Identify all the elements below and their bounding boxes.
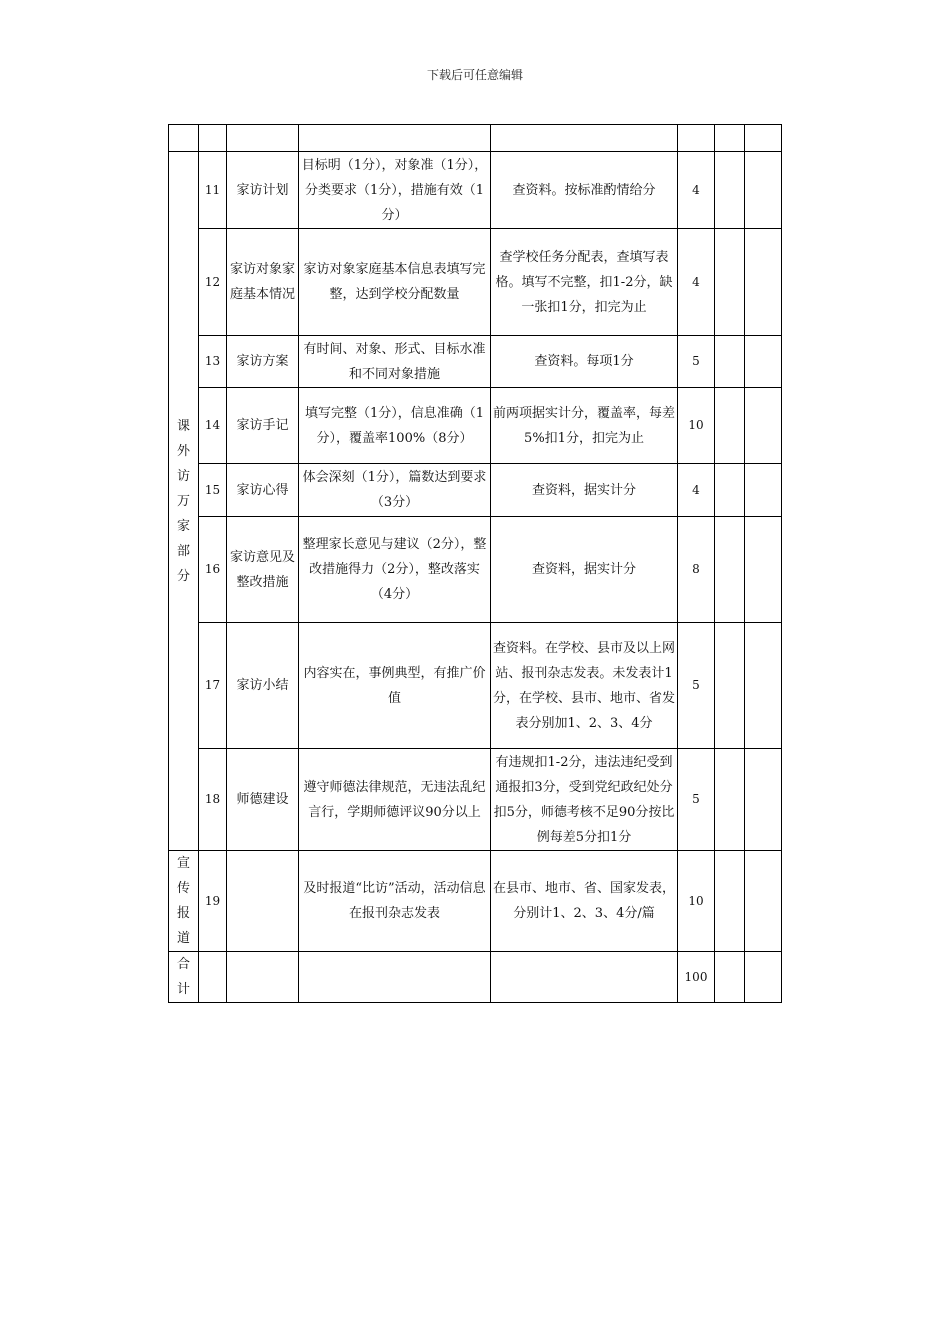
empty-cell [745, 749, 782, 851]
empty-cell [715, 623, 745, 749]
empty-cell [715, 851, 745, 952]
item-content: 整理家长意见与建议（2分），整改措施得力（2分），整改落实（4分） [299, 517, 491, 623]
scoring-method: 查资料，据实计分 [491, 464, 678, 517]
item-name: 家访方案 [227, 336, 299, 388]
empty-cell [715, 749, 745, 851]
table-row [169, 623, 782, 749]
empty-cell [299, 952, 491, 1003]
empty-cell [715, 464, 745, 517]
scoring-method: 查资料，据实计分 [491, 517, 678, 623]
table-row [169, 749, 782, 851]
evaluation-table [168, 124, 782, 1003]
header-cell [227, 125, 299, 152]
scoring-method: 有违规扣1-2分，违法违纪受到通报扣3分，受到党纪政纪处分扣5分，师德考核不足90分按比例每差5分扣1分 [491, 749, 678, 851]
header-cell [299, 125, 491, 152]
row-number: 18 [199, 749, 227, 851]
table-row [169, 851, 782, 952]
empty-cell [745, 517, 782, 623]
item-score: 10 [678, 388, 715, 464]
empty-cell [745, 388, 782, 464]
table-row [169, 388, 782, 464]
header-note: 下载后可任意编辑 [426, 68, 523, 82]
item-score: 4 [678, 464, 715, 517]
table-row [169, 152, 782, 229]
row-number: 14 [199, 388, 227, 464]
item-score: 8 [678, 517, 715, 623]
item-score: 5 [678, 336, 715, 388]
table-row [169, 336, 782, 388]
scoring-method: 查资料。按标准酌情给分 [491, 152, 678, 229]
item-name: 家访计划 [227, 152, 299, 229]
scoring-method: 查资料。在学校、县市及以上网站、报刊杂志发表。未发表计1分，在学校、县市、地市、省发表分别加1、2、3、4分 [491, 623, 678, 749]
item-name: 家访小结 [227, 623, 299, 749]
empty-cell [745, 952, 782, 1003]
category-home-visit: 课外访万家部分 [169, 152, 199, 851]
total-score: 100 [678, 952, 715, 1003]
row-number: 19 [199, 851, 227, 952]
row-number: 13 [199, 336, 227, 388]
scoring-method: 在县市、地市、省、国家发表，分别计1、2、3、4分/篇 [491, 851, 678, 952]
item-score: 10 [678, 851, 715, 952]
scoring-method: 前两项据实计分，覆盖率，每差5%扣1分，扣完为止 [491, 388, 678, 464]
empty-cell [715, 517, 745, 623]
empty-cell [715, 952, 745, 1003]
empty-cell [227, 952, 299, 1003]
table-header-row [169, 125, 782, 152]
item-content: 家访对象家庭基本信息表填写完整，达到学校分配数量 [299, 229, 491, 336]
empty-cell [745, 229, 782, 336]
table-row [169, 229, 782, 336]
category-publicity: 宣传报道 [169, 851, 199, 952]
empty-cell [715, 152, 745, 229]
empty-cell [745, 851, 782, 952]
header-cell [169, 125, 199, 152]
row-number: 15 [199, 464, 227, 517]
item-score: 4 [678, 152, 715, 229]
row-number: 16 [199, 517, 227, 623]
item-name: 家访心得 [227, 464, 299, 517]
table-row [169, 464, 782, 517]
total-row [169, 952, 782, 1003]
empty-cell [491, 952, 678, 1003]
item-content: 目标明（1分），对象准（1分），分类要求（1分），措施有效（1分） [299, 152, 491, 229]
item-content: 体会深刻（1分），篇数达到要求（3分） [299, 464, 491, 517]
row-number: 17 [199, 623, 227, 749]
item-content: 有时间、对象、形式、目标水准和不同对象措施 [299, 336, 491, 388]
scoring-method: 查学校任务分配表，查填写表格。填写不完整，扣1-2分，缺一张扣1分，扣完为止 [491, 229, 678, 336]
header-cell [745, 125, 782, 152]
category-total: 合计 [169, 952, 199, 1003]
item-content: 遵守师德法律规范，无违法乱纪言行，学期师德评议90分以上 [299, 749, 491, 851]
row-number: 12 [199, 229, 227, 336]
item-name: 家访手记 [227, 388, 299, 464]
row-number: 11 [199, 152, 227, 229]
header-cell [715, 125, 745, 152]
item-score: 5 [678, 623, 715, 749]
empty-cell [715, 388, 745, 464]
table-row [169, 517, 782, 623]
empty-cell [745, 623, 782, 749]
item-name: 家访对象家庭基本情况 [227, 229, 299, 336]
empty-cell [745, 464, 782, 517]
empty-cell [715, 336, 745, 388]
item-score: 5 [678, 749, 715, 851]
empty-cell [715, 229, 745, 336]
item-content: 填写完整（1分），信息准确（1分），覆盖率100%（8分） [299, 388, 491, 464]
item-content: 内容实在，事例典型，有推广价值 [299, 623, 491, 749]
scoring-method: 查资料。每项1分 [491, 336, 678, 388]
empty-cell [745, 336, 782, 388]
item-name [227, 851, 299, 952]
header-cell [199, 125, 227, 152]
empty-cell [199, 952, 227, 1003]
empty-cell [745, 152, 782, 229]
header-cell [678, 125, 715, 152]
item-score: 4 [678, 229, 715, 336]
item-name: 家访意见及整改措施 [227, 517, 299, 623]
item-content: 及时报道“比访”活动，活动信息在报刊杂志发表 [299, 851, 491, 952]
item-name: 师德建设 [227, 749, 299, 851]
header-cell [491, 125, 678, 152]
